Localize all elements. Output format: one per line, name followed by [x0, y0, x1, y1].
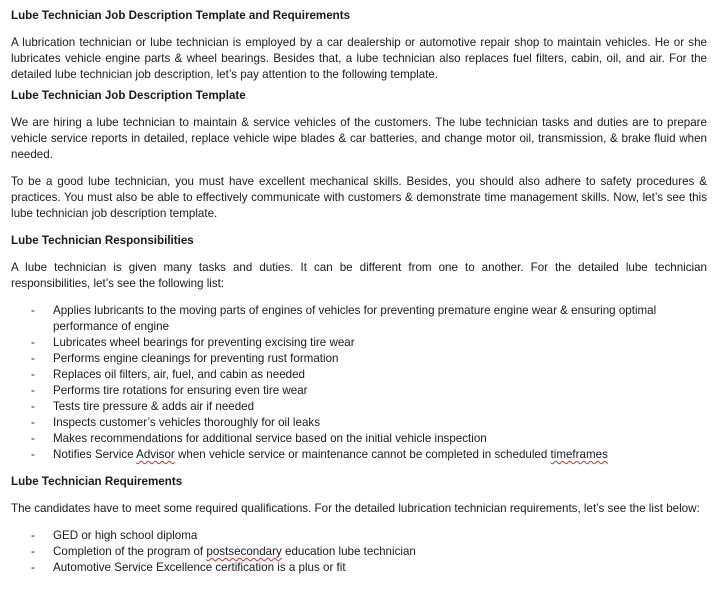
spellcheck-flagged-word[interactable]: timeframes: [550, 448, 608, 461]
dash-bullet: -: [31, 336, 35, 349]
list-item-text: Performs tire rotations for ensuring even tire wear: [53, 384, 308, 397]
list-item-text: Performs engine cleanings for preventing rust formation: [53, 352, 339, 365]
list-item-text-part: Completion of the program of: [53, 545, 207, 558]
responsibilities-intro: A lube technician is given many tasks and duties. It can be different from one to another. For the detailed lube technician responsibilities, let’s see the following list:: [11, 261, 707, 290]
list-item: [11, 383, 707, 399]
template-paragraph-1: We are hiring a lube technician to maintain & service vehicles of the customers. The lube technician tasks and duties are to prepare vehicle service reports in detailed, replace vehicle wipe blades & car batteries, and change motor oil, transmission, & brake fluid when needed.: [11, 116, 707, 161]
list-item: [11, 415, 707, 431]
dash-bullet: -: [31, 529, 35, 542]
list-item: [11, 399, 707, 415]
list-item: [11, 351, 707, 367]
list-item: [11, 367, 707, 383]
dash-bullet: -: [31, 400, 35, 413]
responsibilities-heading: Lube Technician Responsibilities: [11, 234, 194, 247]
dash-bullet: -: [31, 368, 35, 381]
dash-bullet: -: [31, 448, 35, 461]
list-item: [11, 447, 707, 463]
template-paragraph-2: To be a good lube technician, you must have excellent mechanical skills. Besides, you should also adhere to safety procedures & practices. You must also be able to effectively communicate with customers & demonstrate time management skills. Now, let’s see this lube technician job description template.: [11, 175, 707, 220]
requirements-intro: The candidates have to meet some required qualifications. For the detailed lubrication technician requirements, let’s see the list below:: [11, 502, 700, 515]
dash-bullet: -: [31, 432, 35, 445]
dash-bullet: -: [31, 384, 35, 397]
responsibilities-list: [11, 303, 707, 463]
dash-bullet: -: [31, 416, 35, 429]
list-item-text-part: education lube technician: [281, 545, 416, 558]
list-item-text: Inspects customer’s vehicles thoroughly for oil leaks: [53, 416, 320, 429]
dash-bullet: -: [31, 545, 35, 558]
document-title: Lube Technician Job Description Template and Requirements: [11, 9, 351, 22]
list-item-text: Lubricates wheel bearings for preventing excising tire wear: [53, 336, 355, 349]
dash-bullet: -: [31, 304, 35, 317]
list-item: [11, 560, 707, 576]
list-item: [11, 528, 707, 544]
dash-bullet: -: [31, 352, 35, 365]
list-item-text-part: when vehicle service or maintenance cannot be completed in scheduled: [174, 448, 551, 461]
intro-paragraph: A lubrication technician or lube technician is employed by a car dealership or automotive repair shop to maintain vehicles. He or she lubricates vehicle engine parts & wheel bearings. Besides that, a lube technician also replaces fuel filters, cabin, oil, and air. For the detailed lube technician job description, let’s pay attention to the following template.: [11, 36, 707, 81]
list-item-text: Makes recommendations for additional service based on the initial vehicle inspection: [53, 432, 487, 445]
list-item: [11, 544, 707, 560]
dash-bullet: -: [31, 561, 35, 574]
document-page: [11, 8, 707, 576]
spellcheck-flagged-word[interactable]: Advisor: [136, 448, 175, 461]
template-heading: Lube Technician Job Description Template: [11, 89, 246, 102]
requirements-list: [11, 528, 707, 576]
spellcheck-flagged-word[interactable]: postsecondary: [206, 545, 282, 558]
requirements-heading: Lube Technician Requirements: [11, 475, 183, 488]
list-item: [11, 335, 707, 351]
list-item-text: Applies lubricants to the moving parts of engines of vehicles for preventing premature engine wear & ensuring optimal performance of engine: [53, 304, 657, 333]
list-item-text: Automotive Service Excellence certification is a plus or fit: [53, 561, 346, 574]
list-item-text: Replaces oil filters, air, fuel, and cabin as needed: [53, 368, 305, 381]
list-item-text: GED or high school diploma: [53, 529, 198, 542]
list-item: [11, 303, 707, 335]
list-item-text-part: Notifies Service: [53, 448, 137, 461]
list-item: [11, 431, 707, 447]
list-item-text: Tests tire pressure & adds air if needed: [53, 400, 255, 413]
